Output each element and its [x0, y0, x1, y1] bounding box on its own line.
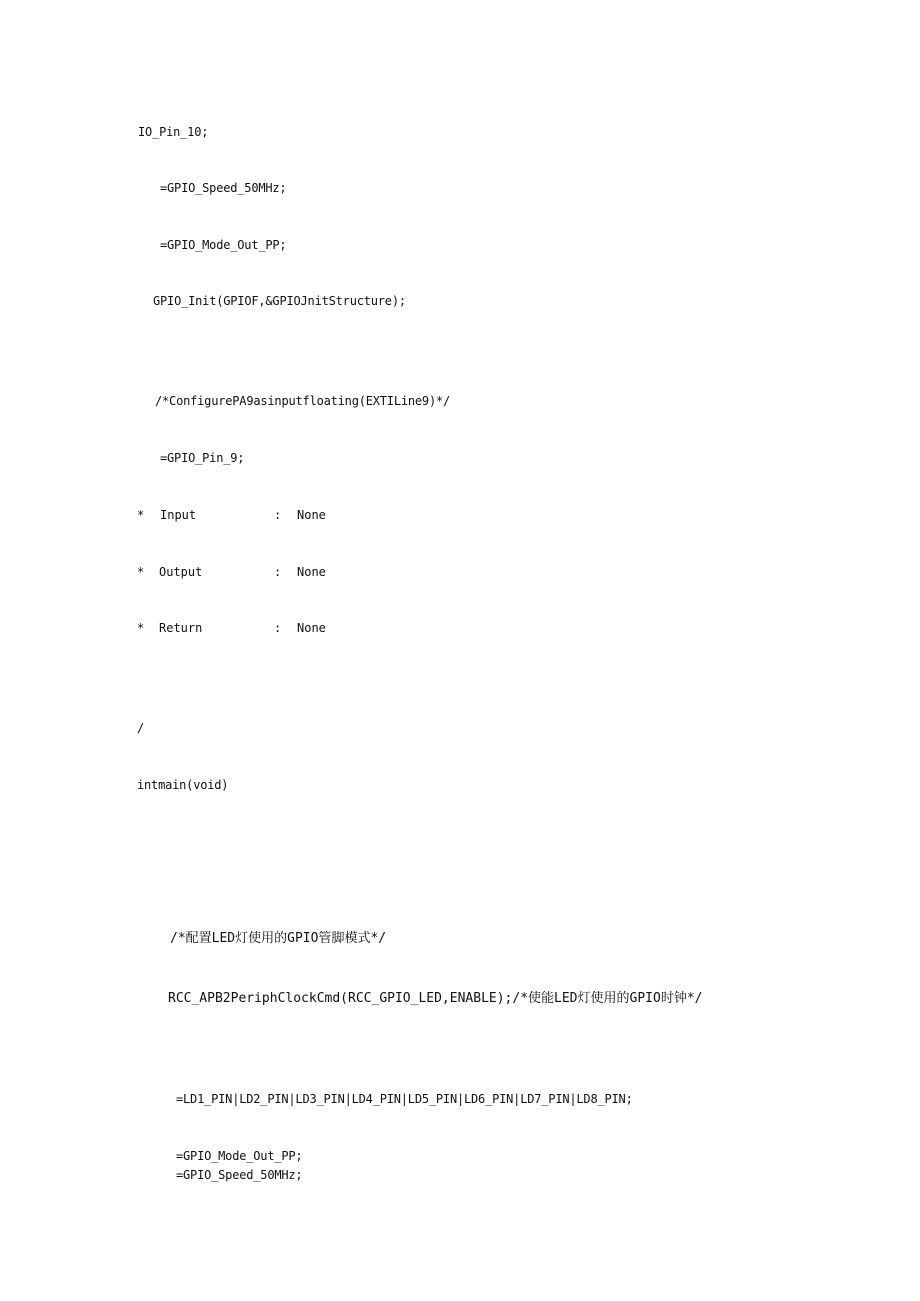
param-value: None: [297, 508, 326, 522]
code-line-speed-50mhz-2: =GPIO_Speed_50MHz;: [176, 1168, 303, 1182]
param-star: *: [137, 565, 145, 579]
code-line-speed-50mhz: =GPIO_Speed_50MHz;: [160, 181, 287, 195]
code-line-gpio-init: GPIO_Init(GPIOF,&GPIOJnitStructure);: [153, 294, 406, 308]
param-name: Return: [159, 621, 203, 635]
param-colon: :: [274, 508, 282, 522]
param-value: None: [297, 565, 326, 579]
param-colon: :: [274, 565, 282, 579]
code-line-pin-10: IO_Pin_10;: [138, 125, 209, 139]
code-line-slash: /: [137, 721, 145, 735]
code-comment-configure-pa9: /*ConfigurePA9asinputfloating(EXTILine9)*/: [155, 394, 451, 408]
code-line-led-pins: =LD1_PIN|LD2_PIN|LD3_PIN|LD4_PIN|LD5_PIN|LD6_PIN|LD7_PIN|LD8_PIN;: [176, 1092, 633, 1106]
param-row-output: [0, 565, 920, 579]
param-row-return: [0, 621, 920, 635]
code-line-pin-9: =GPIO_Pin_9;: [160, 451, 245, 465]
param-row-input: [0, 508, 920, 522]
code-line-mode-out-pp: =GPIO_Mode_Out_PP;: [160, 238, 287, 252]
code-comment-configure-led: /*配置LED灯使用的GPIO管脚模式*/: [170, 931, 387, 946]
param-name: Input: [160, 508, 197, 522]
code-line-main-signature: intmain(void): [137, 778, 229, 792]
param-value: None: [297, 621, 326, 635]
code-line-mode-out-pp-2: =GPIO_Mode_Out_PP;: [176, 1149, 303, 1163]
param-name: Output: [159, 565, 203, 579]
code-line-rcc-clock-cmd: RCC_APB2PeriphClockCmd(RCC_GPIO_LED,ENABLE);/*使能LED灯使用的GPIO时钟*/: [168, 991, 703, 1006]
param-colon: :: [274, 621, 282, 635]
param-star: *: [137, 621, 145, 635]
param-star: *: [137, 508, 145, 522]
